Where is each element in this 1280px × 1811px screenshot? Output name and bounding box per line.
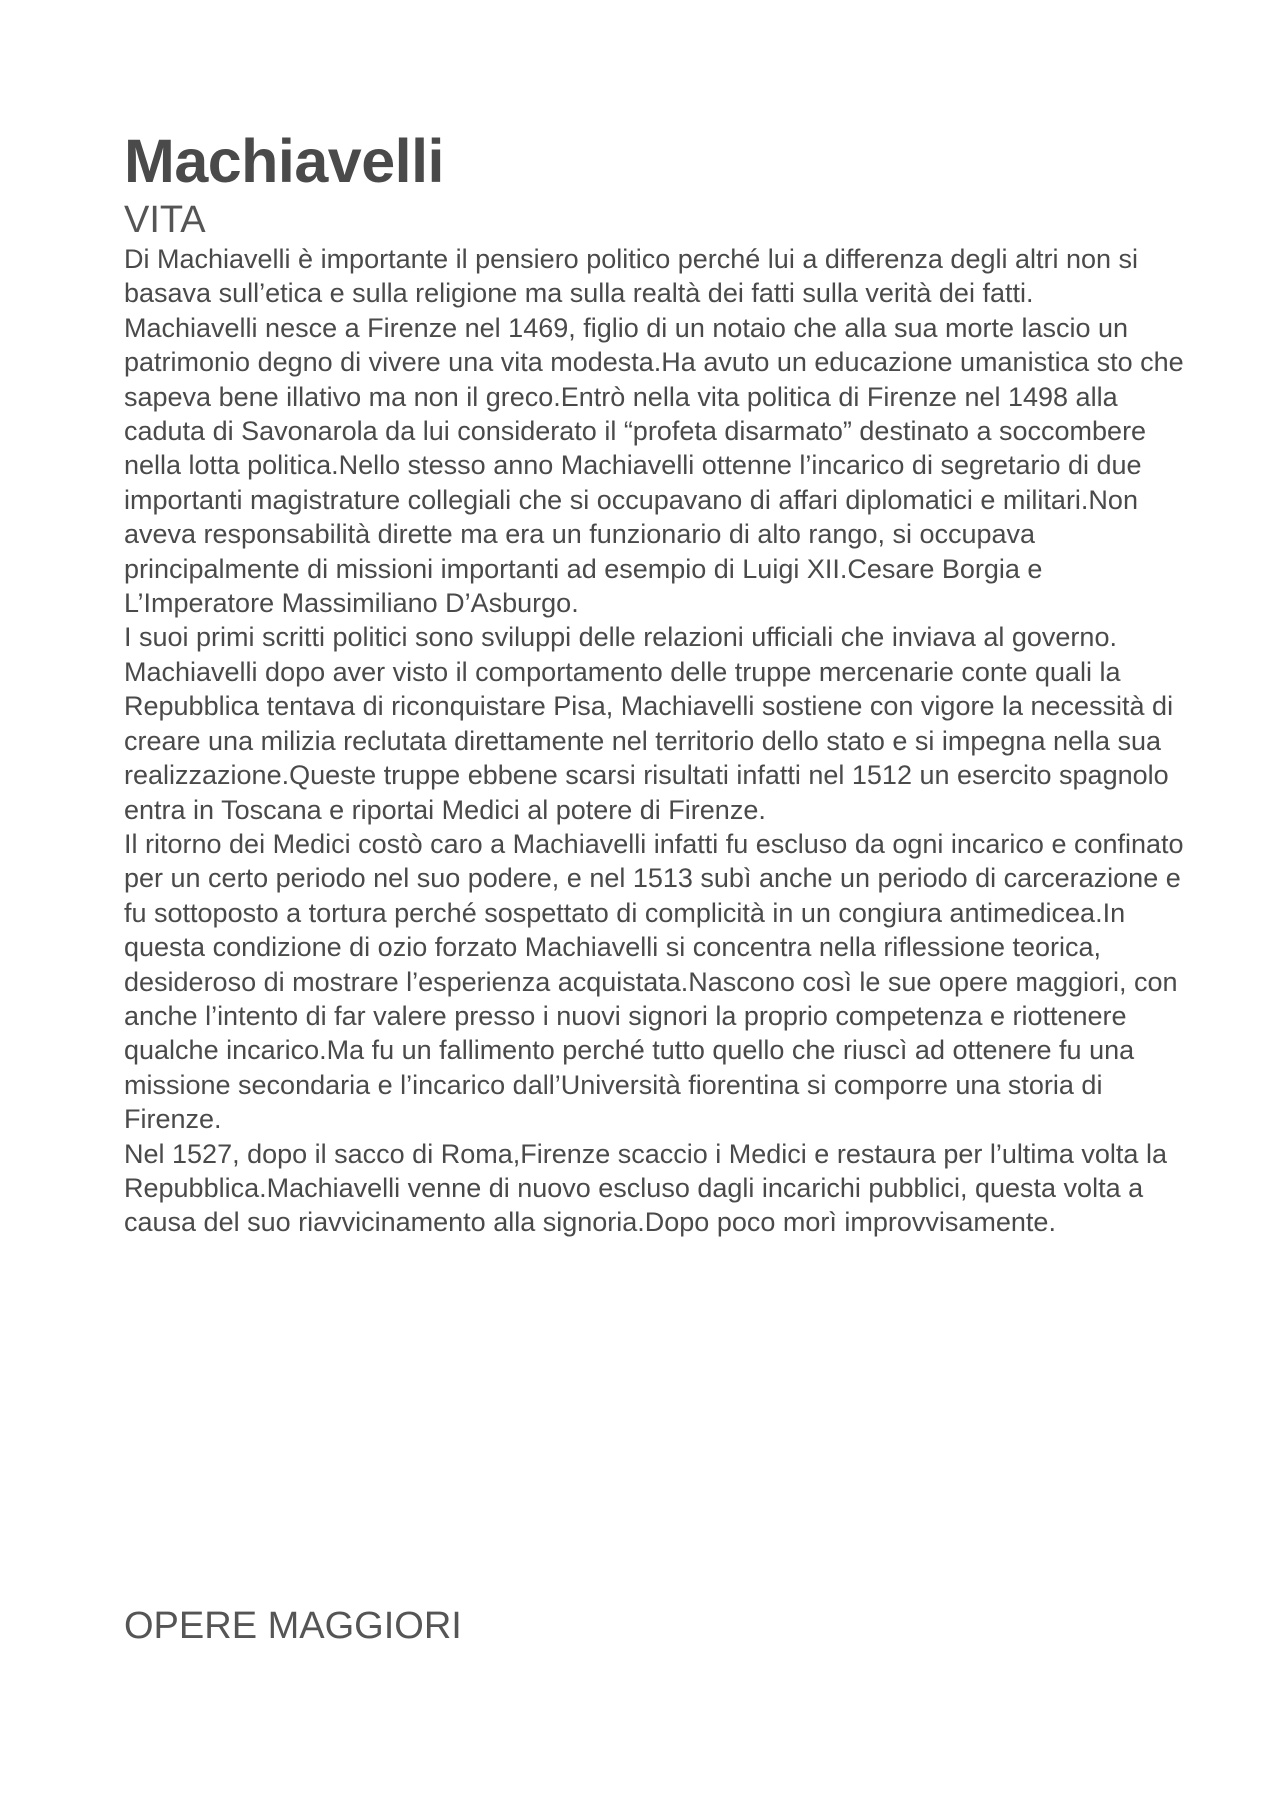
paragraph: Nel 1527, dopo il sacco di Roma,Firenze scaccio i Medici e restaura per l’ultima volta la Repubblica.Machiavelli venne di nuovo escluso dagli incarichi pubblici, questa volta a causa del suo riavvicinamento alla signoria.Dopo poco morì improvvisamente.	[124, 1138, 1167, 1238]
paragraph: Machiavelli dopo aver visto il comportamento delle truppe mercenarie conte quali la Repubblica tentava di riconquistare Pisa, Machiavelli sostiene con vigore la necessità di creare una milizia reclutata direttamente nel territorio dello stato e si impegna nella sua realizzazione.Queste truppe ebbene scarsi risultati infatti nel 1512 un esercito spagnolo entra in Toscana e riportai Medici al potere di Firenze.	[124, 656, 1174, 825]
paragraph: Il ritorno dei Medici costò caro a Machiavelli infatti fu escluso da ogni incarico e confinato per un certo periodo nel suo podere, e nel 1513 subì anche un periodo di carcerazione e fu sottoposto a tortura perché sospettato di complicità in un congiura antimedicea.In questa condizione di ozio forzato Machiavelli si concentra nella riflessione teorica, desideroso di mostrare l’esperienza acquistata.Nascono così le sue opere maggiori, con anche l’intento di far valere presso i nuovi signori la proprio competenza e riottenere qualche incarico.Ma fu un fallimento perché tutto quello che riuscì ad ottenere fu una missione secondaria e l’incarico dall’Università fiorentina si comporre una storia di Firenze.	[124, 828, 1184, 1135]
document-title: Machiavelli	[124, 127, 444, 195]
paragraph: Di Machiavelli è importante il pensiero politico perché lui a differenza degli altri non si basava sull’etica e sulla religione ma sulla realtà dei fatti sulla verità dei fatti.	[124, 244, 1139, 309]
document-page	[124, 124, 1184, 1240]
section-heading-opere-maggiori: OPERE MAGGIORI	[124, 1605, 462, 1647]
section-opere-maggiori	[124, 1604, 462, 1648]
section-body-vita	[124, 242, 1184, 1240]
section-heading-vita: VITA	[124, 199, 206, 241]
paragraph: Machiavelli nesce a Firenze nel 1469, figlio di un notaio che alla sua morte lascio un patrimonio degno di vivere una vita modesta.Ha avuto un educazione umanistica sto che sapeva bene illativo ma non il greco.Entrò nella vita politica di Firenze nel 1498 alla caduta di Savonarola da lui considerato il “profeta disarmato” destinato a soccombere nella lotta politica.Nello stesso anno Machiavelli ottenne l’incarico di segretario di due importanti magistrature collegiali che si occupavano di affari diplomatici e militari.Non aveva responsabilità dirette ma era un funzionario di alto rango, si occupava principalmente di missioni importanti ad esempio di Luigi XII.Cesare Borgia e L’Imperatore Massimiliano D’Asburgo.	[124, 312, 1184, 619]
paragraph: I suoi primi scritti politici sono sviluppi delle relazioni ufficiali che inviava al governo.	[124, 622, 1117, 653]
